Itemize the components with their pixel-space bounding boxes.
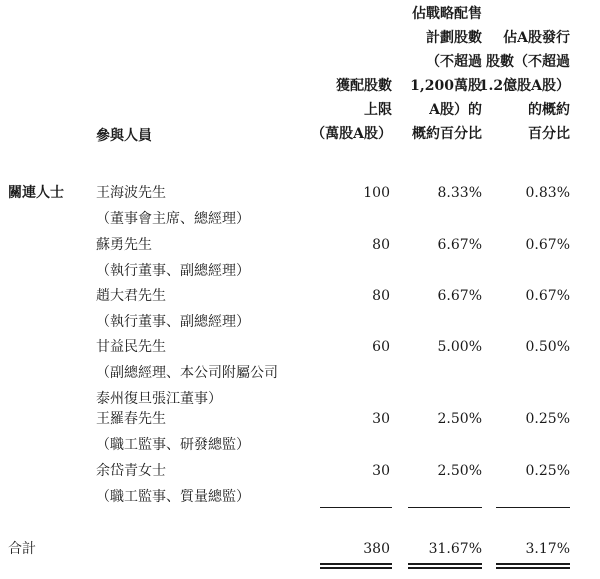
- participant-name: 余岱青女士: [96, 463, 166, 479]
- header-participant: 參與人員: [96, 128, 152, 144]
- issue-percentage-cell: 0.25%: [525, 463, 570, 479]
- allocated-shares-cell: 80: [372, 288, 390, 304]
- header-issue-percentage-line: 佔A股發行: [503, 30, 570, 46]
- allocated-shares-cell: 60: [372, 339, 390, 355]
- participant-name: 王羅春先生: [96, 411, 166, 427]
- total-plan-percentage: 31.67%: [428, 541, 482, 557]
- header-allocated-shares-line: 上限: [364, 102, 392, 118]
- total-shares: 380: [363, 541, 390, 557]
- header-allocated-shares-line: （萬股A股）: [311, 126, 392, 142]
- header-issue-percentage-line: 1.2億股A股）: [478, 78, 570, 94]
- header-plan-percentage-line: A股）的: [429, 102, 482, 118]
- issue-percentage-cell: 0.50%: [525, 339, 570, 355]
- issue-percentage-cell: 0.83%: [525, 185, 570, 201]
- header-issue-percentage-line: 的概約: [528, 102, 570, 118]
- participant-name: 甘益民先生: [96, 339, 166, 355]
- header-allocated-shares: [282, 2, 392, 146]
- total-issue-percentage: 3.17%: [525, 541, 570, 557]
- header-issue-percentage-line: 股數（不超過: [486, 54, 570, 70]
- header-plan-percentage-line: 概約百分比: [412, 126, 482, 142]
- category-label: 關連人士: [8, 185, 64, 201]
- participant-role: （職工監事、質量總監）: [96, 489, 250, 505]
- header-allocated-shares-line: 獲配股數: [336, 78, 392, 94]
- subtotal-rule-plan: [408, 507, 482, 508]
- issue-percentage-cell: 0.67%: [525, 288, 570, 304]
- subtotal-rule-shares: [320, 507, 392, 508]
- subtotal-rule-issue: [496, 507, 570, 508]
- participant-role: （執行董事、副總經理）: [96, 263, 250, 279]
- total-label: 合計: [8, 541, 36, 557]
- participant-role: （執行董事、副總經理）: [96, 314, 250, 330]
- total-double-rule-issue: [496, 563, 570, 565]
- allocated-shares-cell: 100: [363, 185, 390, 201]
- allocated-shares-cell: 30: [372, 411, 390, 427]
- header-plan-percentage-line: 佔戰略配售: [412, 6, 482, 22]
- plan-percentage-cell: 5.00%: [437, 339, 482, 355]
- plan-percentage-cell: 2.50%: [437, 463, 482, 479]
- header-plan-percentage-line: 1,200萬股: [410, 78, 482, 94]
- plan-percentage-cell: 6.67%: [437, 288, 482, 304]
- participant-name: 蘇勇先生: [96, 237, 152, 253]
- header-plan-percentage-line: 計劃股數: [426, 30, 482, 46]
- allocated-shares-cell: 30: [372, 463, 390, 479]
- allocated-shares-cell: 80: [372, 237, 390, 253]
- issue-percentage-cell: 0.25%: [525, 411, 570, 427]
- participant-role: （董事會主席、總經理）: [96, 211, 250, 227]
- plan-percentage-cell: 2.50%: [437, 411, 482, 427]
- total-double-rule-issue: [496, 567, 570, 569]
- participant-role: （職工監事、研發總監）: [96, 437, 250, 453]
- total-double-rule-plan: [408, 567, 482, 569]
- header-plan-percentage-line: （不超過: [426, 54, 482, 70]
- plan-percentage-cell: 6.67%: [437, 237, 482, 253]
- total-double-rule-plan: [408, 563, 482, 565]
- participant-role: 泰州復旦張江董事）: [96, 391, 222, 407]
- header-issue-percentage-line: 百分比: [528, 126, 570, 142]
- total-double-rule-shares: [320, 563, 392, 565]
- issue-percentage-cell: 0.67%: [525, 237, 570, 253]
- participant-name: 王海波先生: [96, 185, 166, 201]
- participant-name: 趙大君先生: [96, 288, 166, 304]
- participant-role: （副總經理、本公司附屬公司: [96, 365, 278, 381]
- total-double-rule-shares: [320, 567, 392, 569]
- plan-percentage-cell: 8.33%: [437, 185, 482, 201]
